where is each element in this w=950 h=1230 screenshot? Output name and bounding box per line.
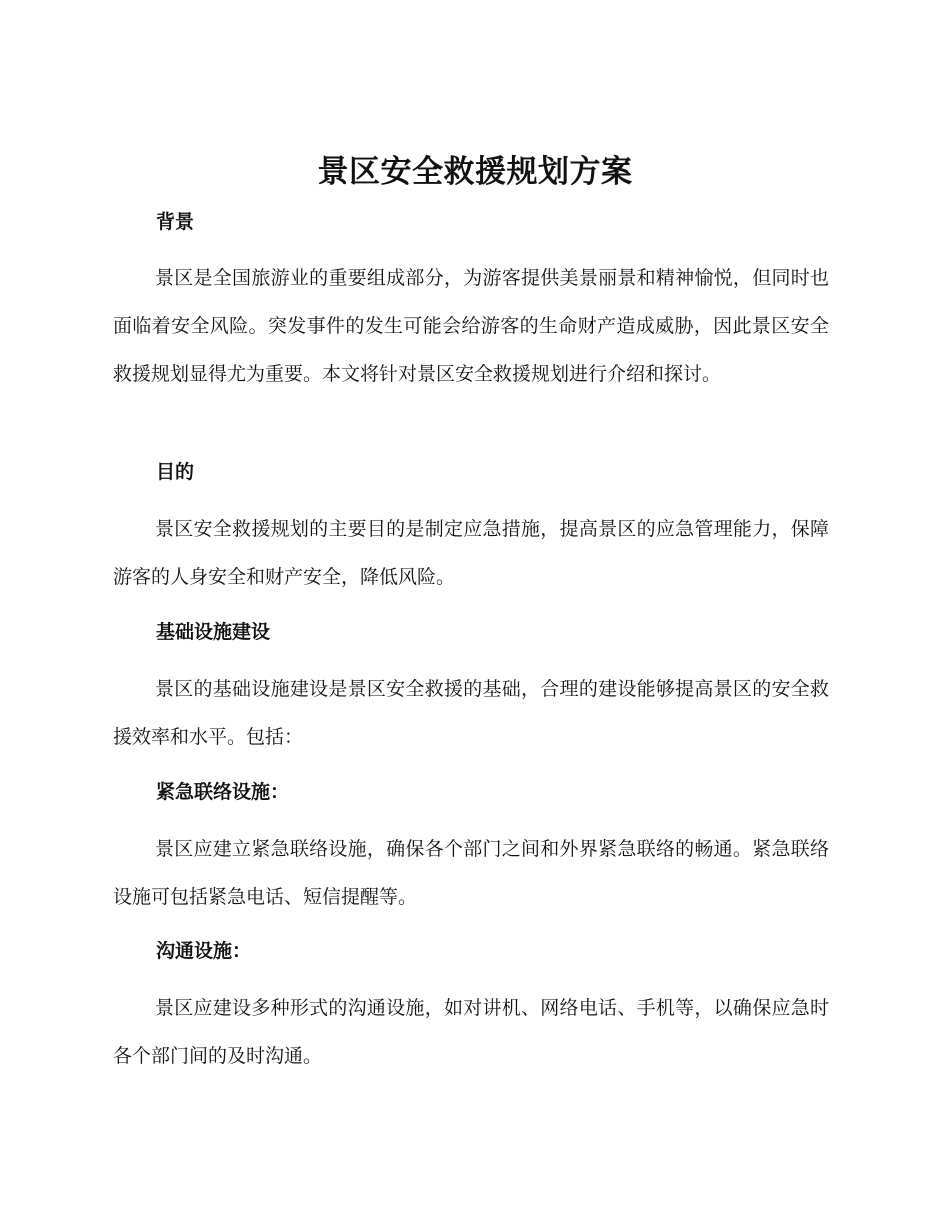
section-body-communication: 景区应建设多种形式的沟通设施，如对讲机、网络电话、手机等，以确保应急时各个部门间的及时沟通。	[113, 997, 829, 1067]
section-body-emergency-contact: 景区应建立紧急联络设施，确保各个部门之间和外界紧急联络的畅通。紧急联络设施可包括紧急电话、短信提醒等。	[113, 838, 829, 908]
section-heading-infrastructure: 基础设施建设	[156, 621, 271, 643]
section-heading-emergency-contact: 紧急联络设施：	[156, 781, 290, 803]
section-heading-background: 背景	[156, 211, 195, 233]
document-title: 景区安全救援规划方案	[317, 154, 633, 190]
section-heading-communication: 沟通设施：	[156, 940, 252, 962]
section-body-background: 景区是全国旅游业的重要组成部分，为游客提供美景丽景和精神愉悦，但同时也面临着安全风险。突发事件的发生可能会给游客的生命财产造成威胁，因此景区安全救援规划显得尤为重要。本文将针对景区安全救援规划进行介绍和探讨。	[113, 267, 829, 385]
section-heading-purpose: 目的	[156, 461, 195, 483]
section-body-purpose: 景区安全救援规划的主要目的是制定应急措施，提高景区的应急管理能力，保障游客的人身安全和财产安全，降低风险。	[113, 518, 829, 588]
section-body-infrastructure: 景区的基础设施建设是景区安全救援的基础，合理的建设能够提高景区的安全救援效率和水平。包括：	[113, 678, 829, 748]
